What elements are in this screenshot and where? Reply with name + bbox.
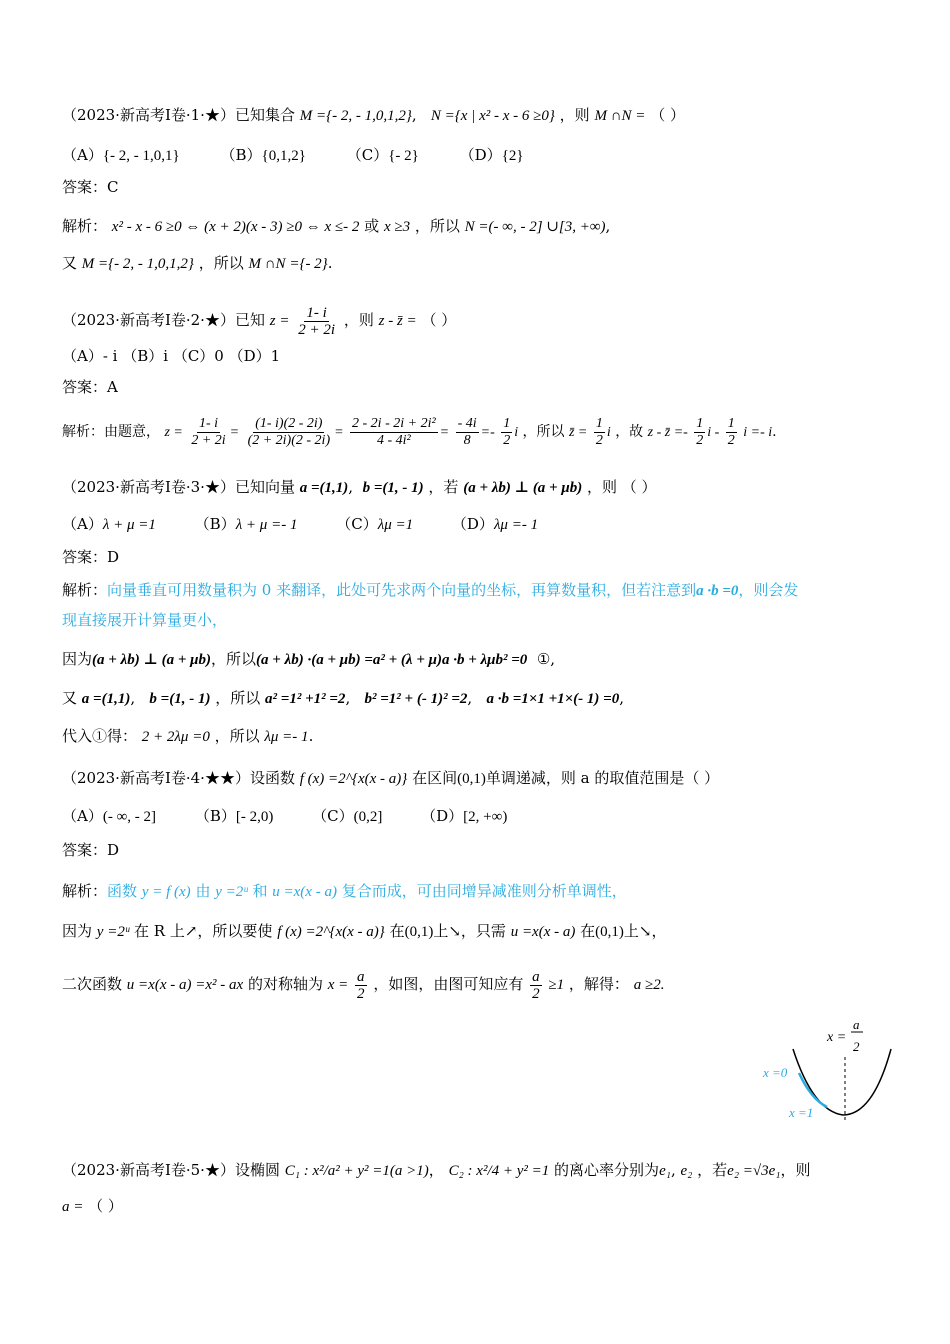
q3-opt-b-label: （B）	[194, 515, 236, 533]
q3-hint-3: 现直接展开计算量更小，	[62, 611, 228, 629]
q3-opt-a: λ + μ =1	[102, 517, 156, 533]
q1-set-m: M ={- 2, - 1,0,1,2}	[299, 108, 412, 124]
q1-sol2-c: ，所以	[198, 254, 244, 272]
q1-stem: （2023·新高考Ⅰ卷·1·★）已知集合 M ={- 2, - 1,0,1,2}, N ={x | x² - x - 6 ≥0} ，则 M ∩N = （ ）	[62, 106, 685, 124]
q2-sol-label: 解析：由题意，	[62, 424, 160, 440]
q2-zbar-lhs: z̄ =	[568, 425, 588, 440]
q1-ask: ，则	[559, 106, 590, 124]
q3-lead: （2023·新高考Ⅰ卷·3·★）已知向量	[62, 478, 295, 496]
q3-vector-a: a =(1,1)	[299, 480, 349, 496]
graph-axis-label: x =	[827, 1030, 847, 1045]
q4-axis-frac: $\frac{a}{2}$	[357, 968, 365, 1002]
q3-l1-dot: (a + λb) ·(a + μb) =a² + (λ + μ)a ·b + λμb² =0	[256, 652, 528, 668]
q4-solution-2: 二次函数 u =x(x - a) =x² - ax 的对称轴为 x = $\frac{a}{2}$ ，如图，由图可知应有 $\frac{a}{2}$ ≥1 ，解得： a ≥2.	[62, 968, 665, 1002]
q1-sol2-a: 又	[62, 254, 78, 272]
q1-opt-b-label: （B）	[220, 146, 262, 164]
q4-answer: 答案：D	[62, 841, 120, 859]
q3-sol-label: 解析：	[62, 581, 108, 599]
q2-solution: 解析：由题意， z = $\frac{1- i}{2 + 2i}$ = $\frac{(1- i)(2 - 2i)}{(2 + 2i)(2 - 2i)}$ = $\frac{\text{2 - 2i - 2i + 2i²}}{\text{4 - 4i²}}$ = $\frac{- 4i}{8}$ =- $\frac{1}{2}$ i ，所以 z̄ = $\frac{1}{2}$ i ，故 z - z̄ =- $\frac{1}{2}$ i - $\frac{1}{2}$ i =- i.	[62, 415, 777, 448]
q3-stem: （2023·新高考Ⅰ卷·3·★）已知向量 a =(1,1), b =(1, - 1) ，若 (a + λb) ⊥ (a + μb) ，则 （ ）	[62, 478, 657, 496]
q2-z-lhs: z =	[269, 313, 290, 329]
q4-options: （A）(- ∞, - 2] （B）[- 2,0) （C）(0,2] （D）[2, +∞)	[62, 807, 508, 825]
q3-opt-b: λ + μ =- 1	[235, 517, 298, 533]
q1-sol2-d: M ∩N ={- 2}	[248, 256, 328, 272]
q1-set-n: N ={x | x² - x - 6 ≥0}	[430, 108, 555, 124]
q4-function: f (x) =2^{x(x - a)}	[299, 771, 408, 787]
q3-options	[62, 514, 538, 535]
q3-opt-c-label: （C）	[336, 515, 378, 533]
q1-sol2-b: M ={- 2, - 1,0,1,2}	[81, 256, 194, 272]
q3-hint-2: ，则会发	[738, 581, 799, 599]
q2-ask: ，则	[343, 311, 374, 329]
q2-lead: （2023·新高考Ⅰ卷·2·★）已知	[62, 311, 265, 329]
q1-lead: （2023·新高考Ⅰ卷·1·★）已知集合	[62, 106, 295, 124]
q3-opt-c: λμ =1	[377, 517, 414, 533]
q4-parabola-figure	[755, 1015, 905, 1125]
q3-opt-d: λμ =- 1	[493, 517, 539, 533]
q2-frac-3: $\frac{\text{2 - 2i - 2i + 2i²}}{\text{4 - 4i²}}$	[352, 415, 436, 448]
q4-interval: (0,1)	[457, 771, 486, 787]
q3-solution-3: 代入①得： 2 + 2λμ =0 ，所以 λμ =- 1.	[62, 727, 314, 745]
q3-condition: (a + λb) ⊥ (a + μb)	[463, 480, 583, 496]
q1-paren: （ ）	[650, 106, 685, 124]
graph-mark-x1: x =1	[789, 1105, 814, 1120]
q3-opt-d-label: （D）	[451, 515, 494, 533]
q5-ask: a =	[62, 1199, 84, 1215]
q2-frac-4: $\frac{- 4i}{8}$	[457, 415, 477, 448]
q1-answer: 答案：C	[62, 178, 119, 196]
q5-relation: e₂ =√3e₁	[727, 1163, 781, 1179]
q1-expr: M ∩N =	[594, 108, 646, 124]
q3-l1-cond: (a + λb) ⊥ (a + μb)	[92, 652, 211, 668]
graph-axis-den: 2	[853, 1039, 860, 1054]
q1-sol-so: ，所以	[414, 217, 460, 235]
q2-expr: z - z̄ =	[378, 313, 417, 329]
q3-solution-2: 又 a =(1,1), b =(1, - 1) ，所以 a² =1² +1² =2, b² =1² + (- 1)² =2, a ·b =1×1 +1×(- 1) =0,	[62, 689, 624, 707]
q1-opt-a-label: （A）	[62, 146, 103, 164]
q5-ellipse-c2: C₂ : x²/4 + y² =1	[448, 1163, 550, 1179]
q2-frac-1: $\frac{1- i}{2 + 2i}$	[191, 415, 226, 448]
q3-if: ，若	[428, 478, 459, 496]
q1-opt-a: {- 2, - 1,0,1}	[102, 148, 180, 164]
q2-so: ，所以	[522, 424, 565, 440]
q3-paren: （ ）	[621, 478, 657, 496]
q2-frac-2: $\frac{(1- i)(2 - 2i)}{(2 + 2i)(2 - 2i)}$	[247, 415, 331, 448]
q4-tail: 单调递减，则 a 的取值范围是（ ）	[485, 769, 720, 787]
q3-hint-1: 向量垂直可用数量积为 0 来翻译，此处可先求两个向量的坐标，再算数量积，但若注意到	[107, 581, 697, 599]
q4-lead: （2023·新高考Ⅰ卷·4·★★）设函数	[62, 769, 295, 787]
q1-solution-2: 又 M ={- 2, - 1,0,1,2} ，所以 M ∩N ={- 2}.	[62, 254, 333, 272]
q2-hence: ，故	[615, 424, 644, 440]
q2-answer: 答案：A	[62, 378, 118, 396]
q2-options: （A）- i （B）i （C）0 （D）1	[62, 347, 281, 365]
q1-sol-or: 或	[364, 217, 380, 235]
q1-solution-1: 解析： x² - x - 6 ≥0 ⇔ (x + 2)(x - 3) ≥0 ⇔ x ≤- 2 或 x ≥3 ，所以 N =(- ∞, - 2] ∪[3, +∞),	[62, 217, 611, 235]
q3-hint-expr: a ·b =0	[696, 583, 739, 599]
q1-options	[62, 145, 524, 166]
q1-sol-label: 解析：	[62, 217, 108, 235]
q2-zbar-frac: $\frac{1}{2}$	[595, 415, 603, 448]
q3-hint-line-1	[62, 580, 798, 601]
q1-opt-d: {2}	[501, 148, 524, 164]
q5-ellipse-c1: C₁ : x²/a² + y² =1(a >1)	[284, 1163, 429, 1179]
q4-opt-a: (- ∞, - 2]	[102, 809, 157, 825]
q4-cond-frac: $\frac{a}{2}$	[532, 968, 540, 1002]
q3-solution-1: 因为(a + λb) ⊥ (a + μb)，所以(a + λb) ·(a + μb) =a² + (λ + μ)a ·b + λμb² =0 ①,	[62, 650, 556, 668]
q5-paren: （ ）	[88, 1197, 123, 1215]
q5-lead: （2023·新高考Ⅰ卷·5·★）设椭圆	[62, 1161, 280, 1179]
q3-hint-line-2	[62, 610, 227, 630]
q1-sol-expr: x² - x - 6 ≥0 ⇔ (x + 2)(x - 3) ≥0 ⇔ x ≤- 2	[111, 219, 360, 235]
graph-axis-num: a	[853, 1017, 860, 1032]
q3-opt-a-label: （A）	[62, 515, 103, 533]
q4-stem: （2023·新高考Ⅰ卷·4·★★）设函数 f (x) =2^{x(x - a)} 在区间(0,1)单调递减，则 a 的取值范围是（ ）	[62, 769, 720, 787]
q5-stem: （2023·新高考Ⅰ卷·5·★）设椭圆 C₁ : x²/a² + y² =1(a >1)， C₂ : x²/4 + y² =1 的离心率分别为e₁, e₂ ，若e₂ =√3e₁，则	[62, 1161, 811, 1179]
q2-frac-5: $\frac{1}{2}$	[503, 415, 511, 448]
graph-decreasing-segment	[799, 1073, 827, 1107]
q2-paren: （ ）	[421, 311, 457, 329]
q4-opt-d: [2, +∞)	[463, 809, 508, 825]
q1-sol-expr3: N =(- ∞, - 2] ∪[3, +∞)	[464, 219, 606, 235]
q3-vector-b: b =(1, - 1)	[362, 480, 424, 496]
q1-opt-c: {- 2}	[388, 148, 419, 164]
q1-opt-b: {0,1,2}	[261, 148, 306, 164]
q3-ask: ，则	[586, 478, 617, 496]
q1-opt-d-label: （D）	[459, 146, 502, 164]
q2-final-lhs: z - z̄ =-	[647, 425, 688, 440]
q4-opt-b: [- 2,0)	[235, 809, 274, 825]
q5-stem-2	[62, 1196, 123, 1217]
q3-l1-ref: ①,	[536, 650, 556, 668]
q3-answer: 答案：D	[62, 548, 120, 566]
q2-z-frac: $\frac{1- i}{2 + 2i}$	[298, 304, 336, 338]
q1-opt-c-label: （C）	[346, 146, 389, 164]
q2-stem	[62, 298, 456, 343]
graph-mark-x0: x =0	[763, 1065, 788, 1080]
q4-solution-1: 因为 y =2ᵘ 在 R 上↗，所以要使 f (x) =2^{x(x - a)} 在(0,1)上↘，只需 u =x(x - a) 在(0,1)上↘，	[62, 922, 667, 940]
q2-final-tail: i =- i	[743, 425, 773, 440]
q4-opt-c: (0,2]	[353, 809, 383, 825]
q1-sol-expr2: x ≥3	[383, 219, 411, 235]
q4-hint: 解析：函数 y = f (x) 由 y =2ᵘ 和 u =x(x - a) 复合而成，可由同增异减准则分析单调性，	[62, 882, 627, 900]
